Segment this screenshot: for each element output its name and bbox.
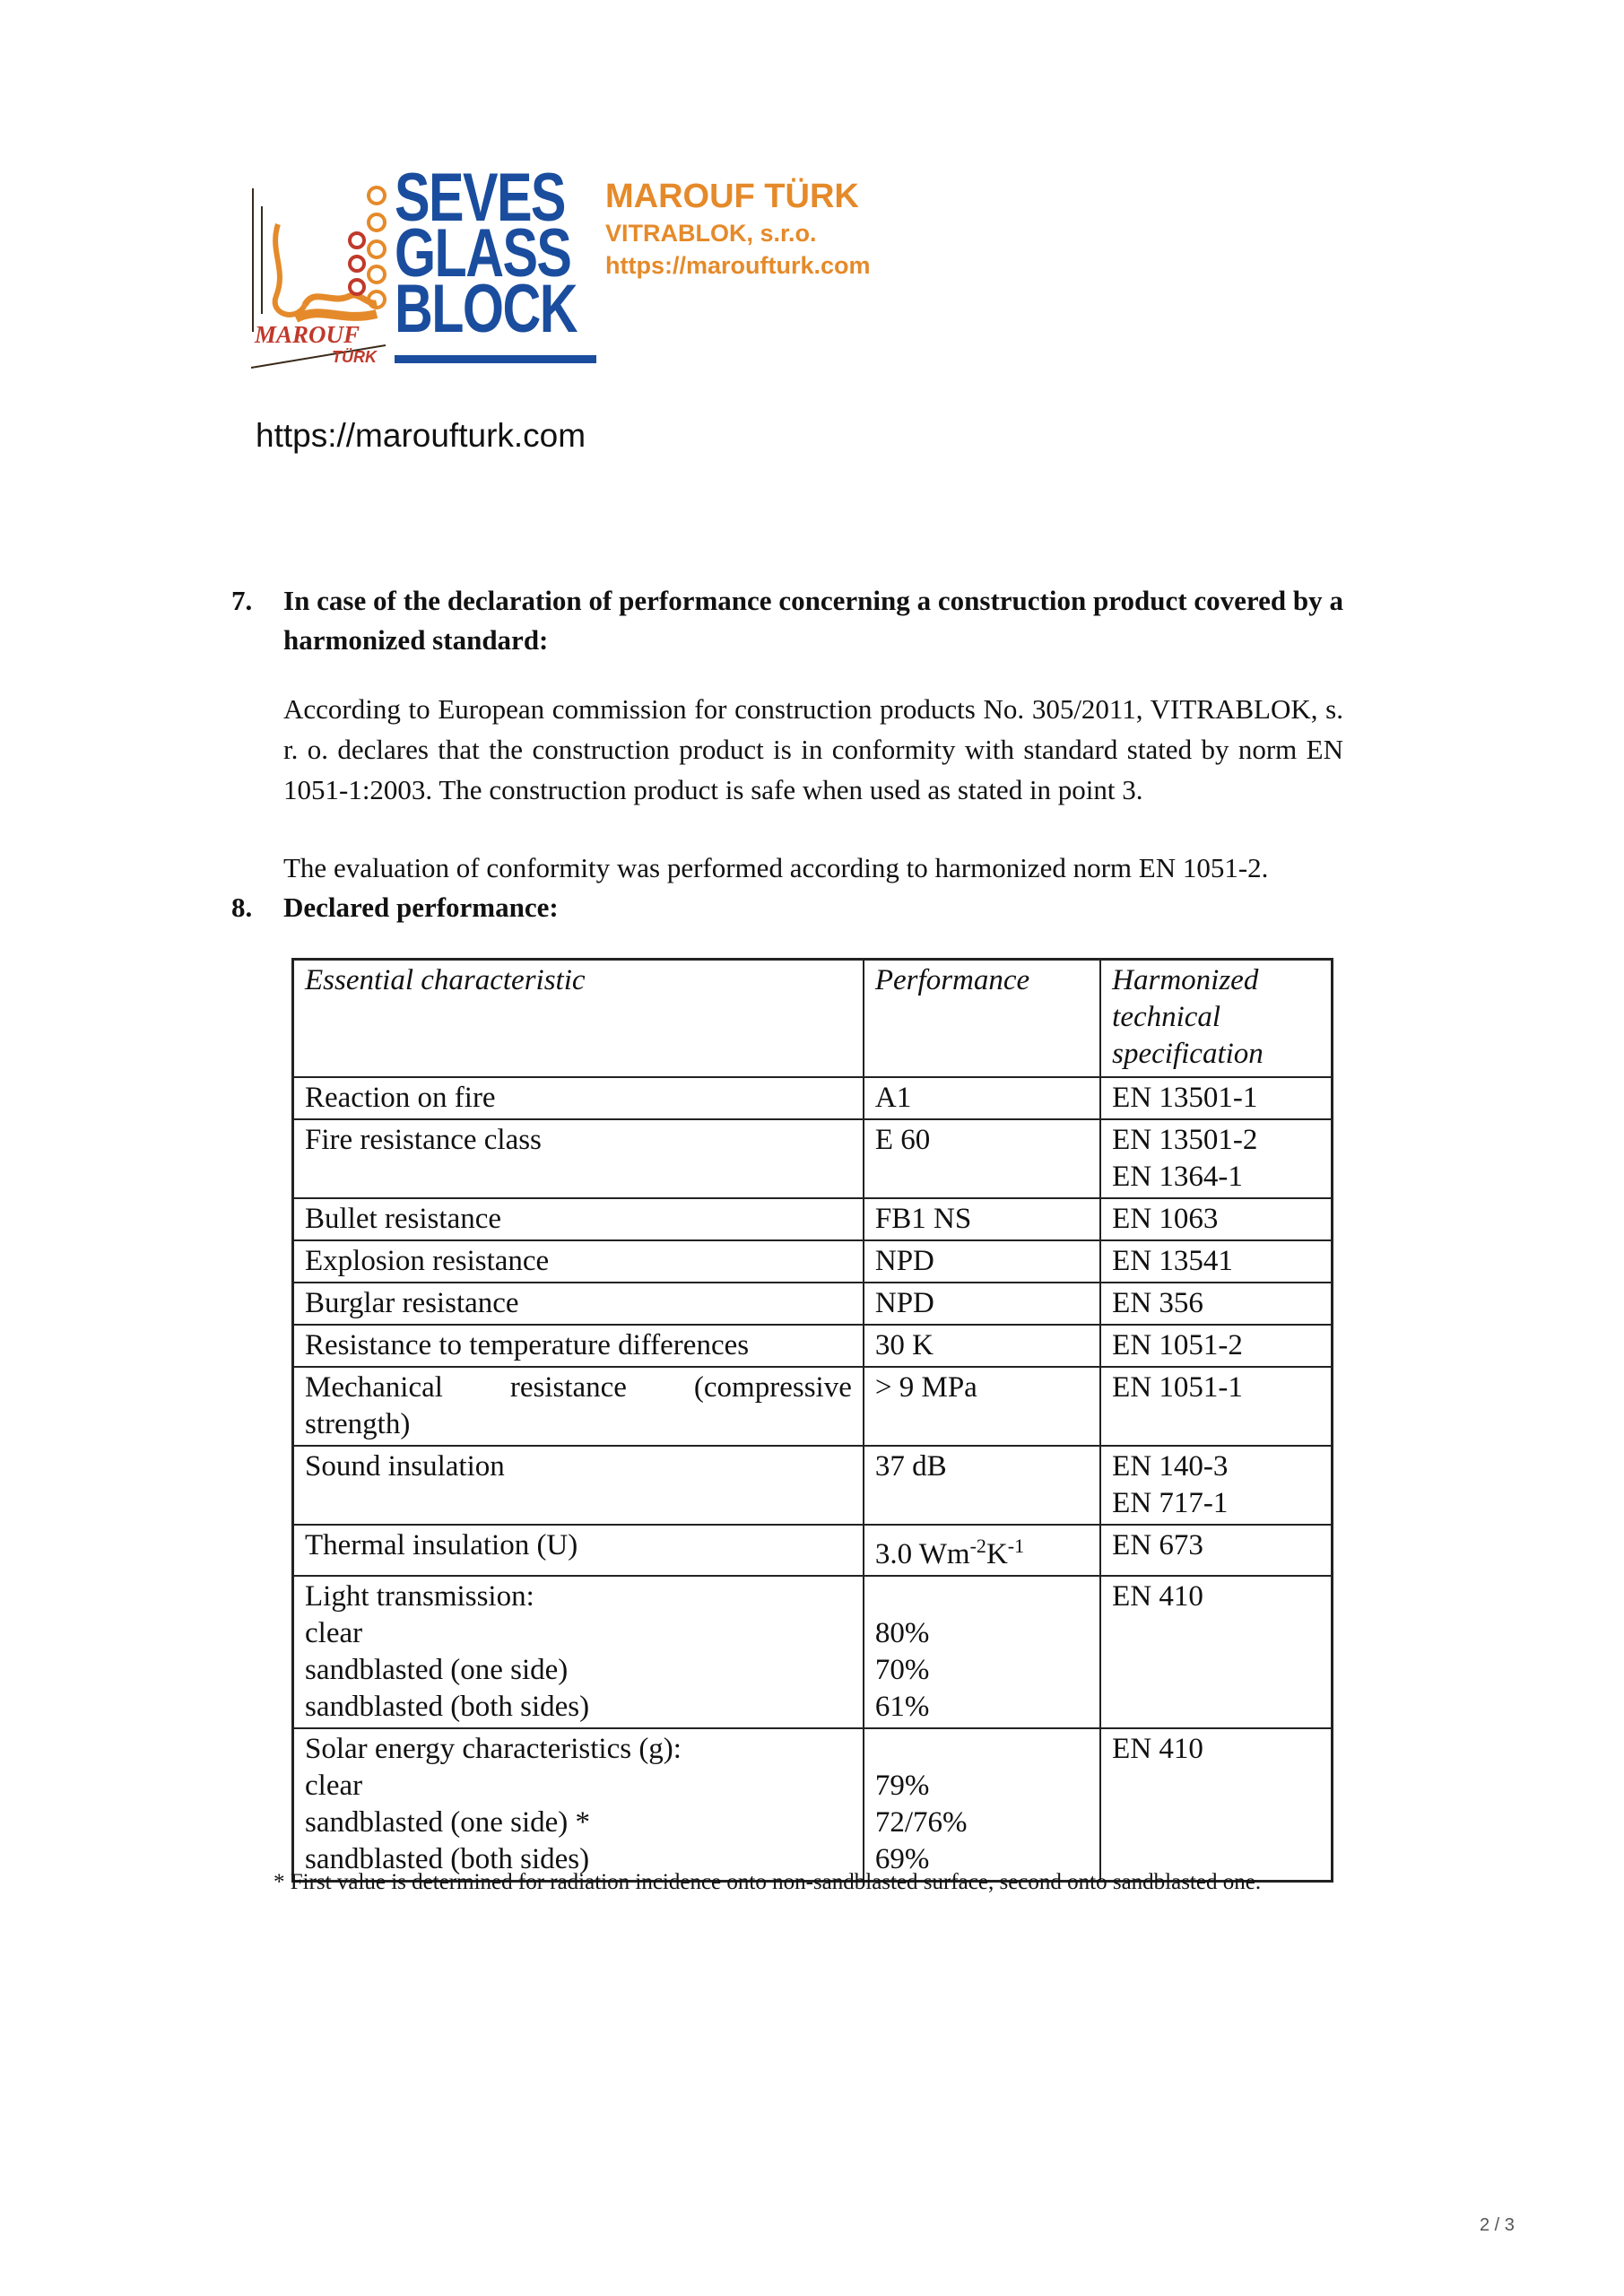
table-row (293, 1198, 1333, 1240)
cell-characteristic: Reaction on fire (293, 1077, 864, 1119)
header-harmonized-spec: Harmonized technical specification (1100, 960, 1332, 1077)
cell-characteristic (293, 1576, 864, 1728)
header-performance: Performance (864, 960, 1100, 1077)
characteristic-item: sandblasted (one side) (305, 1653, 569, 1686)
brand-url-link[interactable]: https://maroufturk.com (605, 252, 871, 279)
word: resistance (509, 1370, 627, 1404)
section-7-paragraph: According to European commission for construction products No. 305/2011, VITRABLOK, s. r. o. declares that the construction product is in conformity with standard stated by norm EN 1051-1:2003. The construction product is safe when used as stated in point 3. (283, 693, 1343, 805)
table-row (293, 1446, 1333, 1525)
cell-characteristic: Burglar resistance (293, 1283, 864, 1325)
page-number: 2 / 3 (1480, 2215, 1515, 2235)
logo-underline-bar (395, 355, 596, 363)
marouf-mark-sub: TÜRK (332, 348, 377, 366)
performance-value: 72/76% (874, 1805, 968, 1839)
performance-value: 79% (874, 1769, 930, 1802)
cell-characteristic: Bullet resistance (293, 1198, 864, 1240)
cell-performance: 30 K (864, 1325, 1100, 1367)
table-row (293, 1728, 1333, 1882)
cell-specification: EN 673 (1100, 1525, 1332, 1576)
spec-line: EN 13501-2 (1112, 1123, 1258, 1156)
cell-specification: EN 1051-2 (1100, 1325, 1332, 1367)
cell-performance (864, 1576, 1100, 1728)
brand-company: VITRABLOK, s.r.o. (605, 220, 817, 247)
cell-specification: EN 13541 (1100, 1240, 1332, 1283)
table-row (293, 1283, 1333, 1325)
cell-specification: EN 356 (1100, 1283, 1332, 1325)
value-base: 3.0 Wm (874, 1537, 970, 1570)
spec-line: EN 717-1 (1112, 1486, 1229, 1519)
cell-specification: EN 410 (1100, 1576, 1332, 1728)
cell-characteristic: Explosion resistance (293, 1240, 864, 1283)
characteristic-item: sandblasted (one side) * (305, 1805, 590, 1839)
value-unit: K (986, 1537, 1008, 1570)
section-7-heading-block (231, 581, 1343, 660)
logo-word-block: BLOCK (395, 271, 577, 347)
cell-performance (864, 1728, 1100, 1882)
cell-specification: EN 1063 (1100, 1198, 1332, 1240)
cell-performance: E 60 (864, 1119, 1100, 1198)
table-row (293, 1119, 1333, 1198)
cell-performance: NPD (864, 1240, 1100, 1283)
table-header-row (293, 960, 1333, 1077)
characteristic-title: Solar energy characteristics (g): (305, 1732, 682, 1765)
word: Mechanical (305, 1370, 443, 1404)
cell-characteristic: Sound insulation (293, 1446, 864, 1525)
table-row (293, 1367, 1333, 1446)
declared-performance-table (291, 958, 1333, 1883)
characteristic-line (305, 1370, 852, 1406)
performance-value: 61% (874, 1690, 930, 1723)
cell-specification: EN 1051-1 (1100, 1367, 1332, 1446)
section-7-number: 7. (231, 585, 253, 616)
characteristic-item: clear (305, 1769, 363, 1802)
cell-performance: NPD (864, 1283, 1100, 1325)
header-url-link[interactable]: https://maroufturk.com (256, 417, 586, 454)
cell-performance: A1 (864, 1077, 1100, 1119)
spec-line: EN 1364-1 (1112, 1160, 1243, 1193)
marouf-mark-text: MAROUF (255, 321, 360, 348)
logo-word-glass: GLASS (395, 215, 571, 291)
characteristic-item: sandblasted (both sides) (305, 1842, 590, 1875)
table-row (293, 1240, 1333, 1283)
characteristic-line: strength) (305, 1407, 411, 1440)
table-row (293, 1077, 1333, 1119)
logo-wordmark (395, 160, 596, 372)
performance-value: 70% (874, 1653, 930, 1686)
cell-characteristic (293, 1728, 864, 1882)
section-8-heading: Declared performance: (283, 891, 559, 923)
logo-word-seves: SEVES (395, 160, 565, 236)
cell-characteristic (293, 1367, 864, 1446)
word: (compressive (693, 1370, 852, 1404)
cell-performance (864, 1525, 1100, 1576)
table-row (293, 1576, 1333, 1728)
cell-characteristic: Resistance to temperature differences (293, 1325, 864, 1367)
spec-line: EN 140-3 (1112, 1449, 1229, 1483)
cell-performance: 37 dB (864, 1446, 1100, 1525)
cell-specification: EN 410 (1100, 1728, 1332, 1882)
characteristic-item: clear (305, 1616, 363, 1649)
table-row (293, 1325, 1333, 1367)
table-row (293, 1525, 1333, 1576)
brand-info (605, 176, 871, 282)
cell-performance: FB1 NS (864, 1198, 1100, 1240)
brand-name: MAROUF TÜRK (605, 178, 859, 215)
table-footnote: * First value is determined for radiation incidence onto non-sandblasted surface, second onto sandblasted one. (274, 1870, 1262, 1894)
cell-characteristic: Fire resistance class (293, 1119, 864, 1198)
cell-specification (1100, 1446, 1332, 1525)
characteristic-title: Light transmission: (305, 1579, 534, 1613)
performance-value: 80% (874, 1616, 930, 1649)
cell-specification: EN 13501-1 (1100, 1077, 1332, 1119)
value-exponent: -1 (1007, 1534, 1025, 1557)
section-8-number: 8. (231, 891, 253, 923)
value-exponent: -2 (969, 1534, 986, 1557)
company-logo (242, 160, 596, 372)
section-7-evaluation: The evaluation of conformity was performed according to harmonized norm EN 1051-2. (283, 852, 1269, 883)
header-essential-characteristic: Essential characteristic (293, 960, 864, 1077)
cell-specification (1100, 1119, 1332, 1198)
cell-characteristic: Thermal insulation (U) (293, 1525, 864, 1576)
characteristic-item: sandblasted (both sides) (305, 1690, 590, 1723)
cell-performance: > 9 MPa (864, 1367, 1100, 1446)
section-8-heading-block (231, 888, 1343, 927)
section-7-heading: In case of the declaration of performance concerning a construction product covered by a harmonized standard: (283, 585, 1343, 656)
performance-value: 69% (874, 1842, 930, 1875)
